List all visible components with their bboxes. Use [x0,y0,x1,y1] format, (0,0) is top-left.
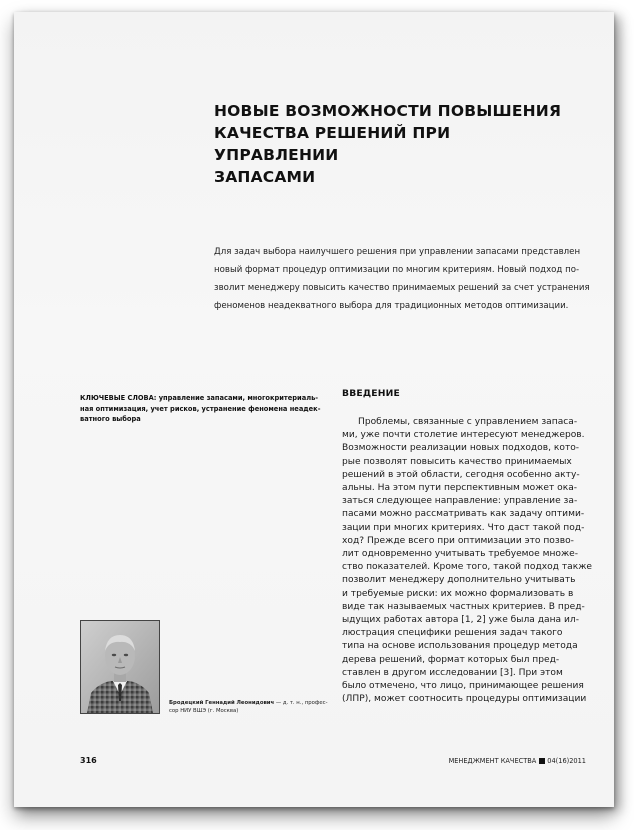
abstract-line: феноменов неадекватного выбора для традиционных методов оптимизации. [214,301,569,311]
square-bullet-icon [539,758,545,764]
title-line: ЗАПАСАМИ [214,168,316,186]
magazine-page [14,12,614,807]
abstract-line: Для задач выбора наилучшего решения при управлении запасами представлен [214,247,581,257]
body-line: было отмечено, что лицо, принимающее решения [342,681,584,692]
journal-name: МЕНЕДЖМЕНТ КАЧЕСТВА [448,757,537,765]
body-line: пасами можно рассматривать как задачу оптими- [342,509,585,520]
article-body [342,416,604,706]
body-line: ство показателей. Кроме того, такой подход также [342,562,593,573]
body-line: ход? Прежде всего при оптимизации это позво- [342,535,574,546]
section-heading-introduction: ВВЕДЕНИЕ [342,388,400,399]
body-line: Проблемы, связанные с управлением запаса- [358,417,578,427]
keywords-line: ватного выбора [80,414,141,423]
running-footer [449,757,586,765]
body-line: зации при многих критериях. Что даст такой под- [342,522,585,533]
author-photo [80,620,160,714]
body-line: заться следующее направление: управление за- [342,496,578,507]
body-line: ставлен в другом исследовании [3]. При этом [342,667,563,678]
author-portrait-image [81,621,159,713]
body-line: Возможности реализации новых подходов, кото- [342,443,580,454]
title-line: НОВЫЕ ВОЗМОЖНОСТИ ПОВЫШЕНИЯ [214,102,562,120]
body-line: дерева решений, формат которых был пред- [342,654,560,665]
body-line: типа на основе использования процедур метода [342,641,578,652]
article-abstract [214,243,594,315]
author-details: — д. т. н., профес- [274,700,328,706]
title-line: КАЧЕСТВА РЕШЕНИЙ ПРИ УПРАВЛЕНИИ [214,124,451,164]
author-name: Бродецкий Геннадий Леонидович [169,700,275,706]
keywords-line: КЛЮЧЕВЫЕ СЛОВА: управление запасами, многокритериаль- [80,393,319,402]
body-line: и требуемые риски: их можно формализовать в [342,588,574,599]
body-line: рые позволят повысить качество принимаемых [342,456,572,467]
body-line: люстрация специфики решения задач такого [342,628,563,639]
journal-issue: 04(16)2011 [547,757,586,765]
body-line: лит одновременно учитывать требуемое множе- [342,549,579,560]
abstract-line: новый формат процедур оптимизации по многим критериям. Новый подход по- [214,265,580,275]
article-title [214,100,574,188]
page-number: 316 [80,756,97,765]
keywords-line: ная оптимизация, учет рисков, устранение феномена неадек- [80,403,321,413]
body-line: альны. На этом пути перспективным может ока- [342,483,578,494]
abstract-line: зволит менеджеру повысить качество принимаемых решений за счет устранения [214,283,590,293]
body-line: ми, уже почти столетие интересуют менеджеров. [342,430,585,441]
body-line: (ЛПР), может соотносить процедуры оптимизации [342,694,587,705]
body-line: позволит менеджеру дополнительно учитывать [342,575,576,586]
author-info [169,699,334,716]
keywords-block [80,393,328,425]
body-paragraph [342,416,604,706]
author-details: сор НИУ ВШЭ (г. Москва) [169,708,239,715]
body-line: ыдущих работах автора [1, 2] уже была дана ил- [342,615,580,626]
body-line: решений в этой области, сегодня особенно акту- [342,469,580,480]
body-line: виде так называемых частных критериев. В пред- [342,601,585,612]
